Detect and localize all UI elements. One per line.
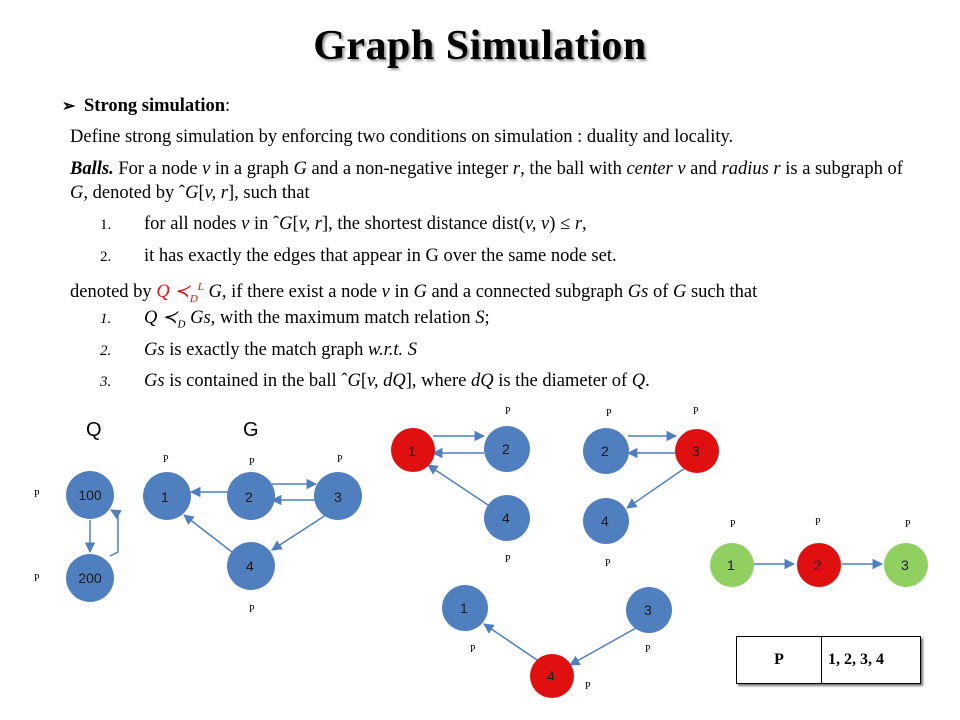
p-label: P	[605, 558, 611, 569]
p-label: P	[815, 517, 821, 528]
item-number: 2.	[100, 249, 112, 265]
t: and a connected subgraph	[426, 282, 628, 303]
ball-graph-1	[391, 406, 530, 565]
t: w.r.t. S	[368, 340, 418, 360]
t: S	[475, 308, 485, 328]
t: r	[768, 159, 781, 179]
p-label: P	[645, 644, 651, 655]
g-node-4-label: 4	[246, 558, 254, 574]
node-q200-label: 200	[78, 570, 102, 586]
ball2-node-4-label: 4	[601, 513, 609, 529]
heading-label: Strong simulation	[84, 96, 226, 116]
edge-3-4	[570, 628, 636, 665]
t: D	[189, 292, 198, 305]
t: , denoted by ˆ	[83, 183, 186, 203]
p-label: P	[693, 406, 699, 417]
t: and a non-negative integer	[306, 159, 513, 179]
edge-3-4	[272, 515, 326, 550]
ball1-node-1-label: 1	[408, 443, 416, 459]
edge-4-1	[184, 515, 232, 552]
t: r	[574, 214, 583, 234]
t: it has exactly the edges that appear in G over the same node set.	[144, 246, 617, 266]
t: in	[389, 282, 414, 303]
g-label: G	[243, 419, 259, 441]
p-label: P	[470, 644, 476, 655]
t: is exactly the match graph	[164, 340, 368, 360]
t: such that	[686, 282, 758, 303]
t: v	[241, 214, 250, 234]
ball1-node-4-label: 4	[502, 510, 510, 526]
t: , if there exist a node	[221, 282, 382, 303]
arrow-bullet-icon: ➢	[62, 98, 76, 115]
table-value-cell: 1, 2, 3, 4	[822, 637, 921, 684]
t: center	[626, 159, 673, 179]
node-q100-label: 100	[78, 487, 102, 503]
ball4-node-2-label: 2	[814, 557, 822, 573]
t: v	[672, 159, 686, 179]
ball4-node-3-label: 3	[901, 557, 909, 573]
t: Gs	[627, 282, 649, 303]
balls-label: Balls.	[70, 159, 114, 179]
t: is a subgraph of	[780, 159, 903, 179]
p-label: P	[337, 454, 343, 465]
t: denoted by	[70, 282, 157, 303]
t: v	[381, 282, 390, 303]
t: and	[685, 159, 722, 179]
g-node-2-label: 2	[245, 489, 253, 505]
t: ], such that	[227, 183, 310, 203]
t: For a node	[113, 159, 203, 179]
p-label: P	[249, 457, 255, 468]
p-label: P	[34, 489, 40, 500]
p-label: P	[585, 681, 591, 692]
t: in ˆ	[249, 214, 280, 234]
t: [	[292, 214, 299, 234]
ball3-node-4-label: 4	[547, 668, 555, 684]
ball-graph-2	[583, 406, 719, 569]
t: in a graph	[210, 159, 294, 179]
q-label: Q	[86, 419, 102, 441]
match-relation-table	[736, 636, 921, 684]
item-number: 1.	[100, 311, 112, 327]
t: [	[360, 371, 368, 391]
t: radius	[721, 159, 769, 179]
t: G	[279, 214, 293, 234]
intro-text: Define strong simulation by enforcing two conditions on simulation : duality and locality.	[70, 127, 734, 147]
p-label: P	[163, 454, 169, 465]
p-label: P	[905, 519, 911, 530]
t: ;	[484, 308, 490, 328]
t: Q ≺	[156, 282, 190, 303]
item-number: 3.	[100, 374, 112, 390]
ball1-node-2-label: 2	[502, 441, 510, 457]
t: v, r	[298, 214, 322, 234]
p-label: P	[34, 573, 40, 584]
t: G	[672, 282, 687, 303]
edge-3-4	[627, 468, 685, 508]
t: ,	[582, 214, 587, 234]
item-number: 1.	[100, 217, 112, 233]
ball4-node-1-label: 1	[727, 557, 735, 573]
ball-graph-3	[442, 585, 672, 698]
t: ) ≤	[549, 214, 575, 234]
t: v	[202, 159, 211, 179]
t: r	[512, 159, 521, 179]
ball2-node-3-label: 3	[692, 443, 700, 459]
edge-4-1	[484, 624, 540, 662]
t: G	[413, 282, 427, 303]
heading-colon: :	[225, 96, 231, 116]
t: ], where	[405, 371, 471, 391]
table-row	[737, 637, 921, 684]
t: G	[70, 183, 84, 203]
t: Q ≺	[144, 308, 178, 328]
t: D	[177, 318, 186, 331]
p-label: P	[606, 408, 612, 419]
t: G	[185, 183, 199, 203]
t: Gs	[185, 308, 211, 328]
t: G	[203, 282, 222, 303]
t: is contained in the ball ˆ	[164, 371, 348, 391]
p-label: P	[730, 519, 736, 530]
ball3-node-1-label: 1	[460, 600, 468, 616]
p-label: P	[249, 604, 255, 615]
t: dQ	[470, 371, 494, 391]
t: ], the shortest distance dist(	[321, 214, 525, 234]
table-key-cell: P	[737, 637, 822, 684]
t: v, v	[524, 214, 550, 234]
item-number: 2.	[100, 343, 112, 359]
t: of	[648, 282, 673, 303]
edge-4-1	[428, 465, 488, 505]
t: v, dQ	[367, 371, 406, 391]
ball3-node-3-label: 3	[644, 602, 652, 618]
g-node-1-label: 1	[161, 489, 169, 505]
data-graph-g	[143, 454, 362, 615]
edge-q200-q100	[110, 510, 118, 556]
query-graph-q	[34, 471, 118, 602]
p-label: P	[505, 406, 511, 417]
p-label: P	[505, 554, 511, 565]
ball2-node-2-label: 2	[601, 443, 609, 459]
t: is the diameter of	[493, 371, 632, 391]
t: , with the maximum match relation	[210, 308, 476, 328]
t: Q	[631, 371, 646, 391]
t: v, r	[204, 183, 228, 203]
t: for all nodes	[144, 214, 242, 234]
t: G	[347, 371, 361, 391]
page-title: Graph Simulation	[313, 23, 647, 69]
t: Gs	[144, 371, 165, 391]
ball-graph-4	[710, 517, 928, 587]
t: , the ball with	[520, 159, 627, 179]
t: G	[293, 159, 307, 179]
t: [	[198, 183, 205, 203]
t: .	[645, 371, 650, 391]
t: Gs	[144, 340, 165, 360]
g-node-3-label: 3	[334, 489, 342, 505]
t: L	[197, 281, 204, 293]
